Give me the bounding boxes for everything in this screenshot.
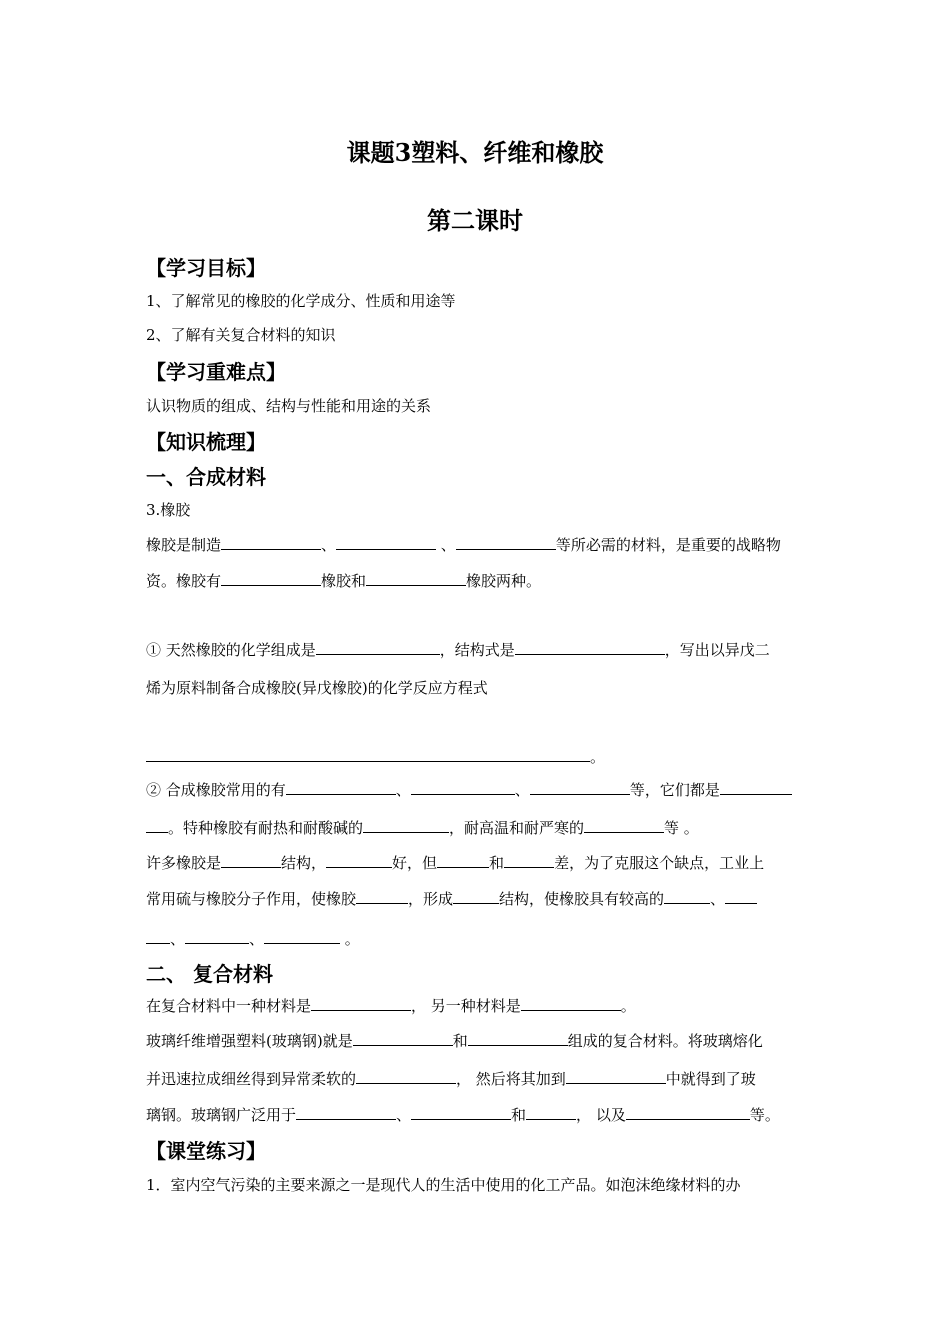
fill-blank[interactable] [566,1068,666,1084]
fill-blank[interactable] [221,570,321,586]
page-subtitle: 第二课时 [427,206,523,235]
rubber-heading: 3.橡胶 [146,501,191,519]
text: ， 然后将其加到 [456,1070,566,1088]
fill-blank[interactable] [146,817,168,833]
text: 结构，使橡胶具有较高的 [499,890,665,908]
fill-blank[interactable] [530,779,630,795]
text: 。 [620,997,636,1015]
fill-blank[interactable] [725,888,757,904]
text: 资。橡胶有 [146,572,222,590]
text: ，写出以异戊二 [664,641,770,659]
fill-blank[interactable] [296,1104,396,1120]
fill-blank[interactable] [146,746,590,762]
text: 、 [710,890,726,908]
text: ，形成 [408,890,454,908]
fill-blank[interactable] [584,817,664,833]
paragraph-line [146,1030,763,1051]
goal-item: 2、了解有关复合材料的知识 [146,326,336,344]
text: 、 [436,536,456,554]
paragraph-line [146,570,541,591]
fill-blank[interactable] [626,1104,750,1120]
text: 许多橡胶是 [146,854,222,872]
part1-heading: 一、合成材料 [146,465,266,489]
text: 璃钢。玻璃钢广泛用于 [146,1106,297,1124]
paragraph-line [146,534,781,555]
fill-blank[interactable] [353,1030,453,1046]
text: ，耐高温和耐严寒的 [449,819,585,837]
fill-blank[interactable] [720,779,792,795]
fill-blank[interactable] [363,817,449,833]
text: 差，为了克服这个缺点，工业上 [554,854,765,872]
text: ② 合成橡胶常用的有 [146,781,286,799]
fill-blank[interactable] [326,852,392,868]
fill-blank[interactable] [526,1104,576,1120]
text: 和 [452,1032,468,1050]
text: 等。 [749,1106,780,1124]
fill-blank[interactable] [221,534,321,550]
text: ， 以及 [576,1106,626,1124]
text: 等所必需的材料，是重要的战略物 [555,536,781,554]
text: 、 [514,781,530,799]
paragraph-line [146,779,792,800]
text: ，结构式是 [439,641,515,659]
page-title: 课题3塑料、纤维和橡胶 [346,138,604,167]
fill-blank[interactable] [146,928,170,944]
text: 、 [396,1106,412,1124]
text: 好，但 [392,854,438,872]
paragraph-line [146,1104,780,1125]
fill-blank[interactable] [664,888,710,904]
fill-blank[interactable] [504,852,554,868]
fill-blank[interactable] [336,534,436,550]
text: 橡胶和 [321,572,367,590]
text: 。 [340,930,360,948]
fill-blank[interactable] [356,1068,456,1084]
fill-blank[interactable] [411,1104,511,1120]
key-points-heading: 【学习重难点】 [146,360,286,384]
fill-blank[interactable] [311,995,411,1011]
text: 常用硫与橡胶分子作用，使橡胶 [146,890,357,908]
practice-heading: 【课堂练习】 [146,1139,266,1163]
fill-blank[interactable] [456,534,556,550]
text: 和 [489,854,505,872]
paragraph-line [146,995,636,1016]
text: ① 天然橡胶的化学组成是 [146,641,316,659]
paragraph-line [146,817,699,838]
fill-blank[interactable] [468,1030,568,1046]
equation-line [146,746,605,767]
fill-blank[interactable] [411,779,515,795]
text: 、 [321,536,337,554]
text: ， 另一种材料是 [411,997,521,1015]
text: 、 [170,930,186,948]
paragraph-line [146,852,764,873]
goal-item: 1、了解常见的橡胶的化学成分、性质和用途等 [146,292,456,310]
text: 、 [395,781,411,799]
text: 在复合材料中一种材料是 [146,997,312,1015]
fill-blank[interactable] [185,928,249,944]
text: 等 。 [664,819,699,837]
text: 。 [590,748,606,766]
fill-blank[interactable] [437,852,489,868]
fill-blank[interactable] [366,570,466,586]
text: 组成的复合材料。将玻璃熔化 [567,1032,763,1050]
paragraph-line: 烯为原料制备合成橡胶(异戊橡胶)的化学反应方程式 [146,679,488,697]
text: 和 [511,1106,527,1124]
text: 橡胶两种。 [466,572,542,590]
part2-heading: 二、 复合材料 [146,962,273,986]
fill-blank[interactable] [221,852,281,868]
fill-blank[interactable] [521,995,621,1011]
review-heading: 【知识梳理】 [146,430,266,454]
text: 并迅速拉成细丝得到异常柔软的 [146,1070,357,1088]
paragraph-line [146,639,770,660]
paragraph-line [146,928,360,949]
text: 。特种橡胶有耐热和耐酸碱的 [168,819,364,837]
fill-blank[interactable] [356,888,408,904]
fill-blank[interactable] [515,639,665,655]
text: 、 [249,930,265,948]
text: 中就得到了玻 [665,1070,756,1088]
fill-blank[interactable] [316,639,440,655]
text: 结构， [281,854,327,872]
paragraph-line [146,888,757,909]
text: 橡胶是制造 [146,536,222,554]
practice-question: 1．室内空气污染的主要来源之一是现代人的生活中使用的化工产品。如泡沫绝缘材料的办 [146,1176,741,1194]
text: 等，它们都是 [629,781,720,799]
fill-blank[interactable] [264,928,340,944]
key-points-text: 认识物质的组成、结构与性能和用途的关系 [146,397,432,415]
fill-blank[interactable] [453,888,499,904]
goals-heading: 【学习目标】 [146,256,266,280]
text: 玻璃纤维增强塑料(玻璃钢)就是 [146,1032,353,1050]
fill-blank[interactable] [286,779,396,795]
paragraph-line [146,1068,756,1089]
